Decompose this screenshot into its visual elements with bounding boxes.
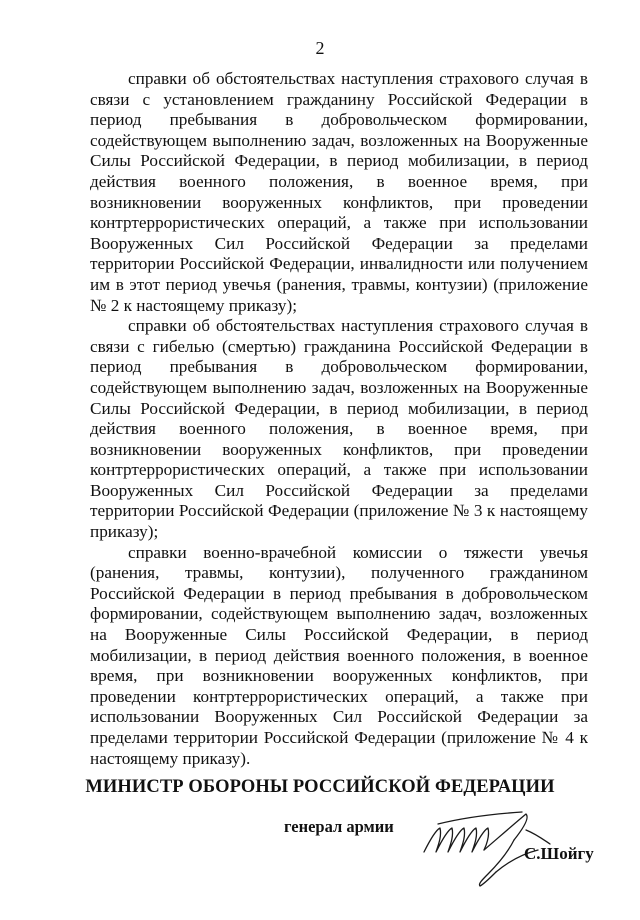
paragraph-medical-commission-certificate: справки военно-врачебной комиссии о тяжести увечья (ранения, травмы, контузии), полученного гражданином Российской Федерации в период пребывания в добровольческом формировании, содействующем выполнению задач, возложенных на Вооруженные Силы Российской Федерации, в период мобилизации, в период действия военного положения, в военное время, при возникновении вооруженных конфликтов, при проведении контртеррористических операций, а также при использовании Вооруженных Сил Российской Федерации за пределами территории Российской Федерации (приложение № 4 к настоящему приказу). [90,542,588,768]
paragraph-death-certificate: справки об обстоятельствах наступления страхового случая в связи с гибелью (смертью) гражданина Российской Федерации в период пребывания в добровольческом формировании, содействующем выполнению задач, возложенных на Вооруженные Силы Российской Федерации, в период мобилизации, в период действия военного положения, в военное время, при возникновении вооруженных конфликтов, при проведении контртеррористических операций, а также при использовании Вооруженных Сил Российской Федерации за пределами территории Российской Федерации (приложение № 3 к настоящему приказу); [90,316,588,542]
signature-title: МИНИСТР ОБОРОНЫ РОССИЙСКОЙ ФЕДЕРАЦИИ [85,777,555,797]
signature-name: С.Шойгу [524,844,594,863]
paragraph-disability-certificate: справки об обстоятельствах наступления страхового случая в связи с установлением гражданину Российской Федерации в период пребывания в добровольческом формировании, содействующем выполнению задач, возложенных на Вооруженные Силы Российской Федерации, в период мобилизации, в период действия военного положения, в военное время, при возникновении вооруженных конфликтов, при проведении контртеррористических операций, а также при использовании Вооруженных Сил Российской Федерации за пределами территории Российской Федерации, инвалидности или получением им в этот период увечья (ранения, травмы, контузии) (приложение № 2 к настоящему приказу); [90,69,588,315]
document-body [90,69,588,769]
signature-rank: генерал армии [284,817,394,836]
page-number: 2 [315,38,325,58]
